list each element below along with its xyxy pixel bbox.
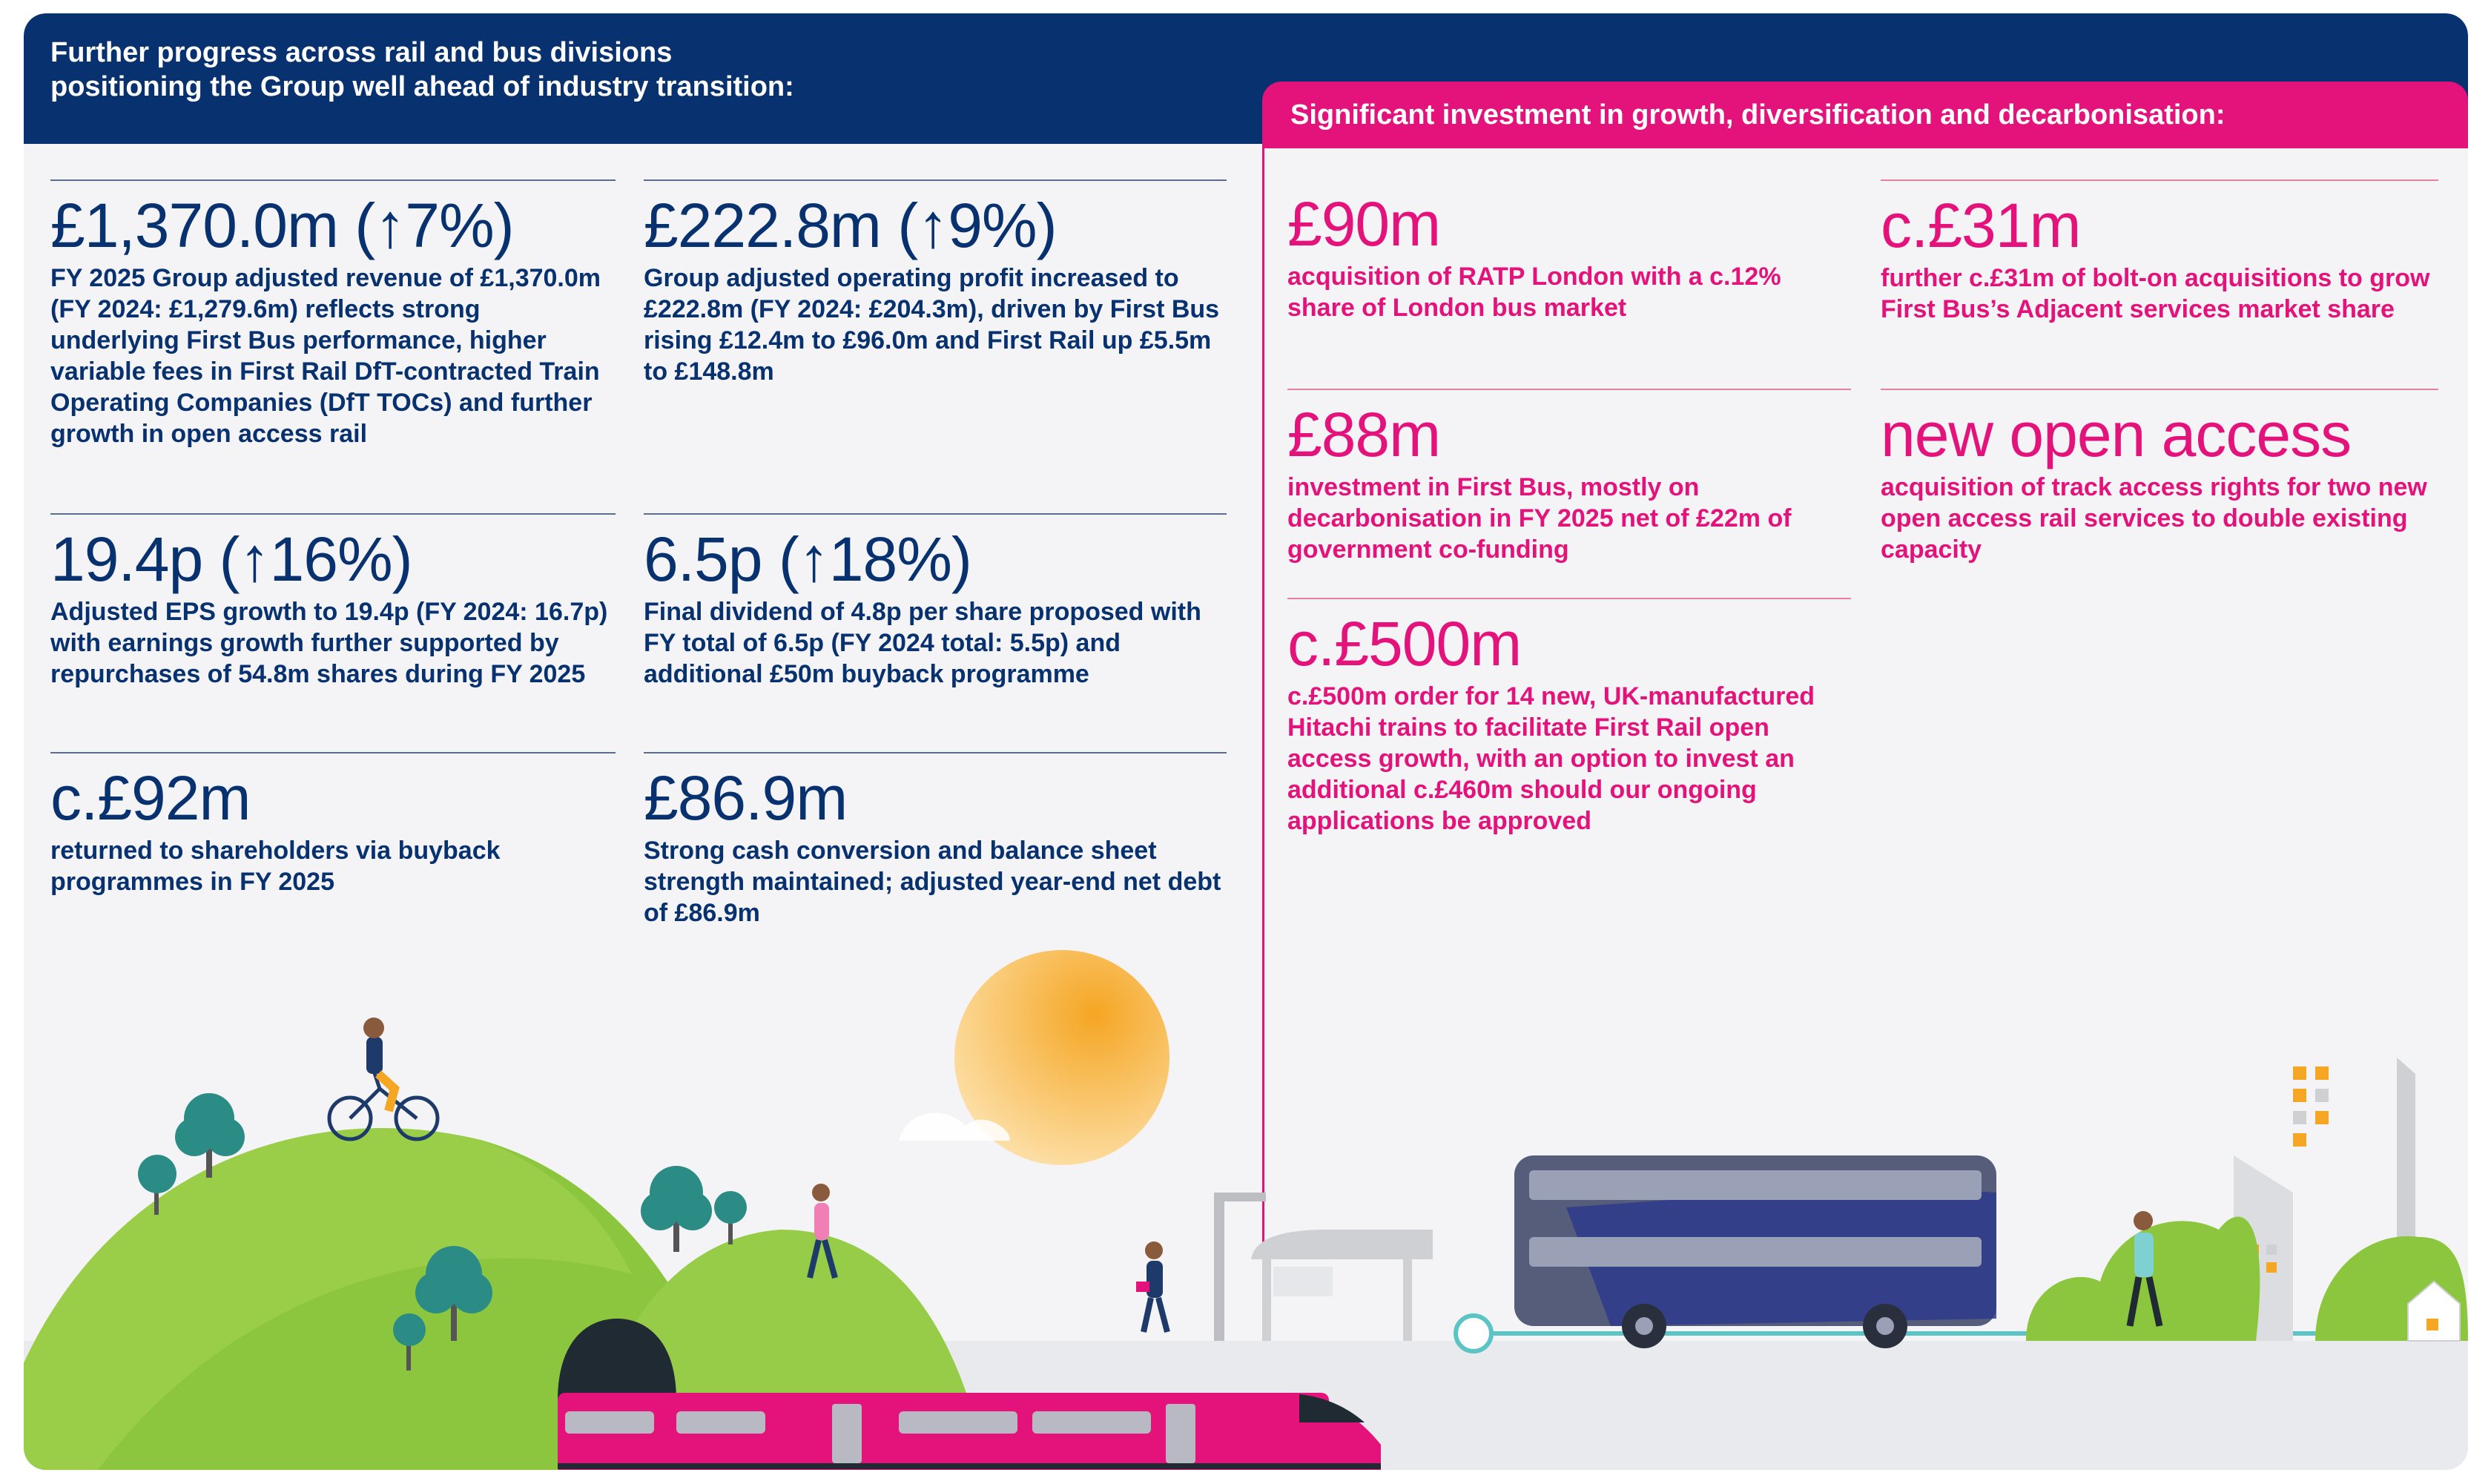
invest-first-bus — [1287, 389, 1851, 565]
stat-dividend-desc: Final dividend of 4.8p per share proposed with FY total of 6.5p (FY 2024 total: 5.5p) and additional £50m buyback programme — [644, 598, 1201, 688]
stat-dividend — [644, 513, 1227, 690]
invest-trains — [1287, 598, 1851, 837]
double-decker-bus-icon — [1514, 1155, 1996, 1348]
stat-eps-desc: Adjusted EPS growth to 19.4p (FY 2024: 16.7p) with earnings growth further supported by repurchases of 54.8m shares during FY 2025 — [50, 598, 608, 688]
pedestrian-icon — [1136, 1241, 1167, 1332]
stat-returned-value: c.£92m — [50, 763, 251, 833]
investment-title: Significant investment in growth, diversification and decarbonisation: — [1290, 99, 2226, 131]
stat-revenue-desc: FY 2025 Group adjusted revenue of £1,370.0m (FY 2024: £1,279.6m) reflects strong underlying First Bus performance, higher variable fees in First Rail DfT-contracted Train Operating Companies (DfT TOCs) and further growth in open access rail — [50, 264, 601, 448]
invest-trains-desc: c.£500m order for 14 new, UK-manufactured Hitachi trains to facilitate First Rail open access growth, with an option to invest an additional c.£460m should our ongoing applications be approved — [1287, 682, 1815, 835]
invest-ratp — [1287, 179, 1851, 323]
stat-profit-desc: Group adjusted operating profit increased to £222.8m (FY 2024: £204.3m), driven by First Bus rising £12.4m to £96.0m and First Rail up £5.5m to £148.8m — [644, 264, 1220, 386]
invest-first-bus-value: £88m — [1287, 400, 1441, 469]
stat-debt-desc: Strong cash conversion and balance sheet strength maintained; adjusted year-end net debt of £86.9m — [644, 837, 1221, 927]
stat-returned-desc: returned to shareholders via buyback programmes in FY 2025 — [50, 837, 501, 896]
stat-revenue — [50, 179, 616, 449]
header-title-line-2: positioning the Group well ahead of industry transition: — [50, 71, 794, 102]
stat-eps-value: 19.4p (↑16%) — [50, 524, 412, 594]
stat-dividend-value: 6.5p (↑18%) — [644, 524, 971, 594]
invest-trains-value: c.£500m — [1287, 609, 1522, 679]
stat-revenue-value: £1,370.0m (↑7%) — [50, 191, 514, 260]
invest-boltons — [1881, 179, 2438, 325]
bus-shelter-icon — [1251, 1230, 1433, 1341]
stat-debt-value: £86.9m — [644, 763, 848, 833]
infographic-panel — [24, 13, 2468, 1470]
invest-open-access — [1881, 389, 2438, 565]
invest-boltons-desc: further c.£31m of bolt-on acquisitions to grow First Bus’s Adjacent services market share — [1881, 264, 2430, 323]
stat-eps — [50, 513, 616, 690]
stat-returned — [50, 752, 616, 897]
header-title-line-1: Further progress across rail and bus divisions — [50, 37, 673, 68]
invest-open-access-value: new open access — [1881, 400, 2352, 469]
train-icon — [558, 1393, 1381, 1470]
stat-profit-value: £222.8m (↑9%) — [644, 191, 1057, 260]
streetlamp-icon — [1214, 1193, 1266, 1341]
invest-ratp-value: £90m — [1287, 189, 1441, 259]
cyclist-icon — [329, 1018, 438, 1139]
stat-profit — [644, 179, 1227, 387]
stat-debt — [644, 752, 1227, 929]
invest-open-access-desc: acquisition of track access rights for two new open access rail services to double existing capacity — [1881, 473, 2427, 564]
invest-ratp-desc: acquisition of RATP London with a c.12% share of London bus market — [1287, 263, 1781, 322]
invest-boltons-value: c.£31m — [1881, 191, 2081, 260]
invest-first-bus-desc: investment in First Bus, mostly on decarbonisation in FY 2025 net of £22m of government co-funding — [1287, 473, 1792, 564]
